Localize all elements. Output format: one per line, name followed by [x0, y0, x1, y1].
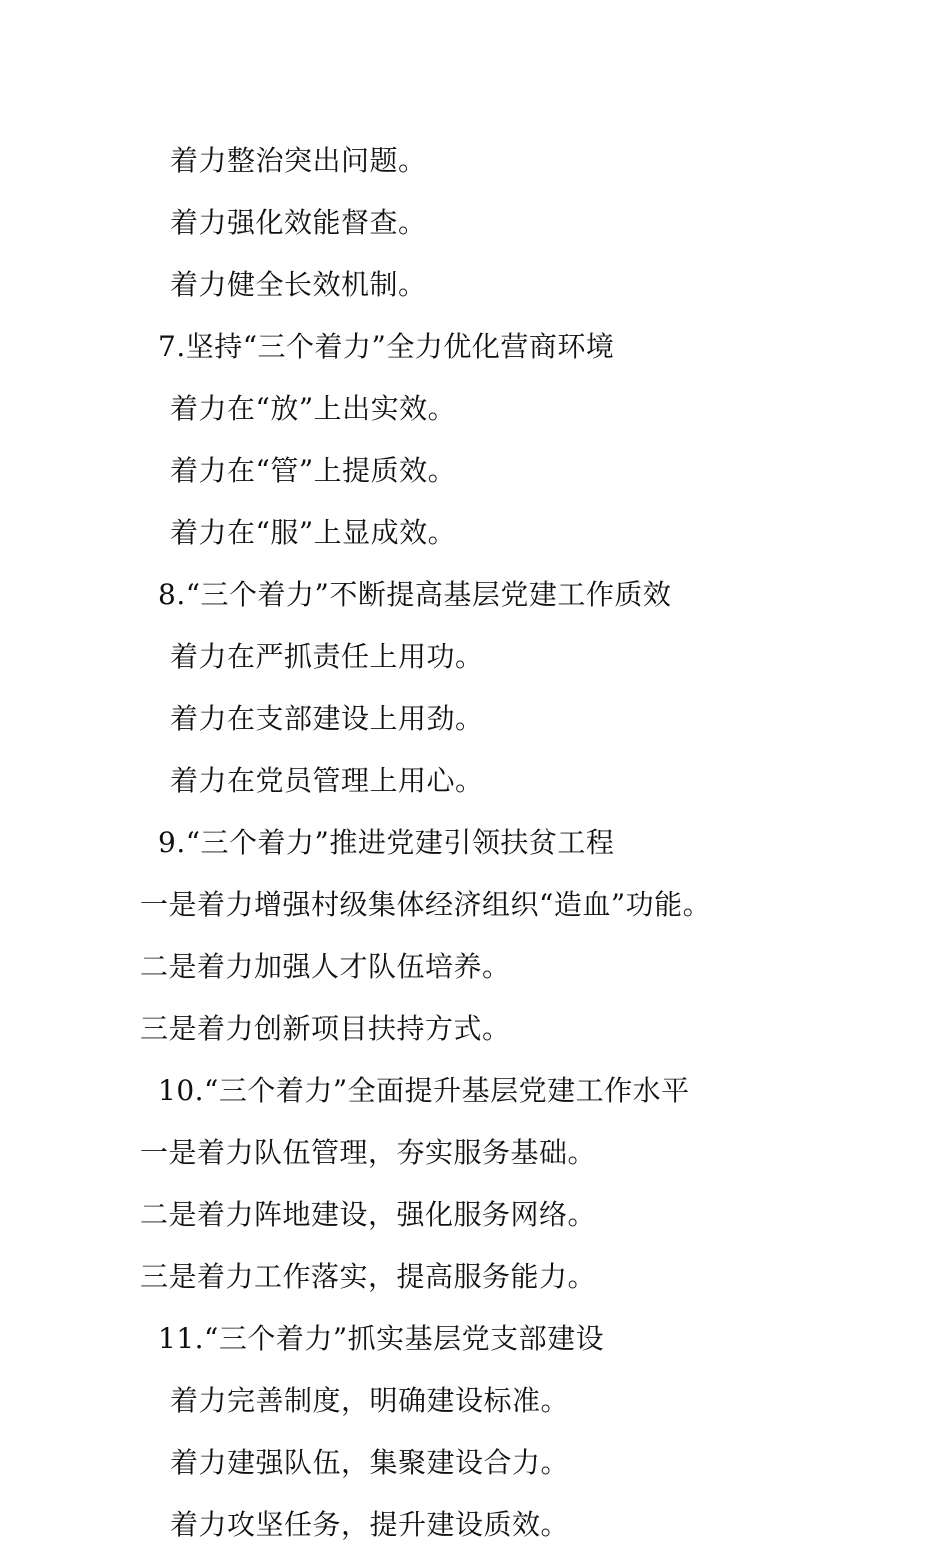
document-line: 三是着力创新项目扶持方式。 [140, 1012, 511, 1045]
document-line: 着力在党员管理上用心。 [170, 764, 484, 797]
document-line: 着力在“放”上出实效。 [170, 392, 457, 425]
document-line: 二是着力加强人才队伍培养。 [140, 950, 511, 983]
document-line: 一是着力增强村级集体经济组织“造血”功能。 [140, 888, 712, 921]
document-line: 一是着力队伍管理，夯实服务基础。 [140, 1136, 597, 1169]
document-line: 10.“三个着力”全面提升基层党建工作水平 [158, 1074, 690, 1107]
document-line: 9.“三个着力”推进党建引领扶贫工程 [158, 826, 615, 859]
document-line: 三是着力工作落实，提高服务能力。 [140, 1260, 597, 1293]
document-line: 着力健全长效机制。 [170, 268, 427, 301]
document-line: 着力完善制度，明确建设标准。 [170, 1384, 570, 1417]
document-body [140, 130, 840, 1556]
document-line: 8.“三个着力”不断提高基层党建工作质效 [158, 578, 672, 611]
document-line: 着力在“管”上提质效。 [170, 454, 457, 487]
document-line: 7.坚持“三个着力”全力优化营商环境 [158, 330, 615, 363]
document-line: 着力建强队伍，集聚建设合力。 [170, 1446, 570, 1479]
document-line: 二是着力阵地建设，强化服务网络。 [140, 1198, 597, 1231]
document-line: 着力在“服”上显成效。 [170, 516, 457, 549]
document-line: 着力强化效能督查。 [170, 206, 427, 239]
document-line: 着力攻坚任务，提升建设质效。 [170, 1508, 570, 1541]
document-line: 着力在支部建设上用劲。 [170, 702, 484, 735]
document-line: 着力整治突出问题。 [170, 144, 427, 177]
document-line: 着力在严抓责任上用功。 [170, 640, 484, 673]
document-line: 11.“三个着力”抓实基层党支部建设 [158, 1322, 605, 1355]
